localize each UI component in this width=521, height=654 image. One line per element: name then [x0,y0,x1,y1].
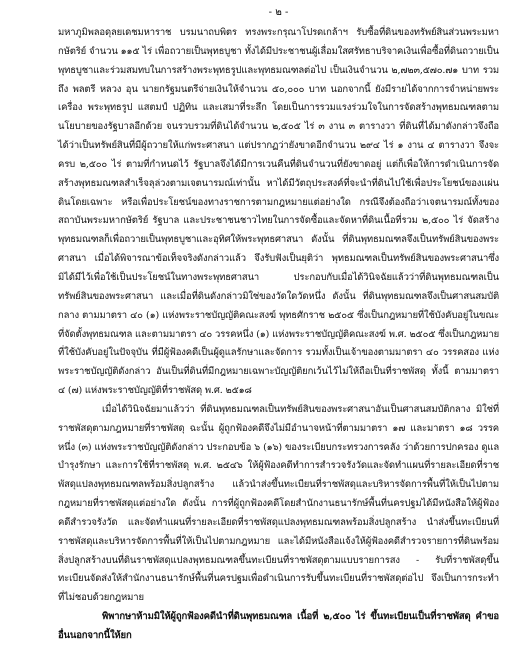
paragraph-verdict: พิพากษาห้ามมิให้ผู้ถูกฟ้องคดีนำที่ดินพุทธมณฑล เนื้อที่ ๒,๕๐๐ ไร่ ขึ้นทะเบียนเป็นที่ราชพัสดุ คำขออื่นนอกจากนี้ให้ยก [58,611,499,641]
document-body [58,24,499,646]
paragraph-facts: มหาภูมิพลอดุลยเดชมหาราช บรมนาถบพิตร ทรงพระกรุณาโปรดเกล้าฯ รับซื้อที่ดินของทรัพย์สินส่วนพระมหากษัตริย์ จำนวน ๑๑๕ ไร่ เพื่อถวายเป็นพุทธบูชา ทั้งได้มีประชาชนผู้เลื่อมใสศรัทธาบริจาคเงินเพื่อซื้อที่ดินถวายเป็นพุทธบูชาและร่วมสมทบในการสร้างพระพุทธรูปและพุทธมณฑลต่อไป เป็นเงินจำนวน ๒,๗๒๓,๕๗๐.๗๑ บาท รวมถึง พลตรี หลวง อุน นายกรัฐมนตรีจ่ายเงินให้จำนวน ๕๐,๐๐๐ บาท นอกจากนี้ ยังมีรายได้จากการจำหน่ายพระเครื่อง พระพุทธรูป แสตมป์ ปฏิทิน และเสมาที่ระลึก โดยเป็นการรวมแรงร่วมใจในการจัดสร้างพุทธมณฑลตามนโยบายของรัฐบาลอีกด้วย จนรวบรวมที่ดินได้จำนวน ๒,๕๐๕ ไร่ ๓ งาน ๓ ตารางวา ที่ดินที่ได้มาดังกล่าวจึงถือได้ว่าเป็นทรัพย์สินที่มีผู้ถวายให้แก่พระศาสนา แต่ปรากฏว่ายังขาดอีกจำนวน ๒๙๔ ไร่ ๑ งาน ๔ ตารางวา จึงจะครบ ๒,๕๐๐ ไร่ ตามที่กำหนดไว้ รัฐบาลจึงได้มีการเวนคืนที่ดินจำนวนที่ยังขาดอยู่ แต่ก็เพื่อให้การดำเนินการจัดสร้างพุทธมณฑลสำเร็จลุล่วงตามเจตนารมณ์เท่านั้น หาได้มีวัตถุประสงค์ที่จะนำที่ดินไปใช้เพื่อประโยชน์ของแผ่นดินโดยเฉพาะ หรือเพื่อประโยชน์ของทางราชการตามกฎหมายแต่อย่างใด กรณีจึงต้องถือว่าเจตนารมณ์ทั้งของสถาบันพระมหากษัตริย์ รัฐบาล และประชาชนชาวไทยในการจัดซื้อและจัดหาที่ดินเนื้อที่รวม ๒,๕๐๐ ไร่ จัดสร้างพุทธมณฑลก็เพื่อถวายเป็นพุทธบูชาและอุทิศให้พระพุทธศาสนา ดังนั้น ที่ดินพุทธมณฑลจึงเป็นทรัพย์สินของพระศาสนา เมื่อได้พิจารณาข้อเท็จจริงดังกล่าวแล้ว จึงรับฟังเป็นยุติว่า พุทธมณฑลเป็นทรัพย์สินของพระศาสนาซึ่งมิได้มีไว้เพื่อใช้เป็นประโยชน์ในทางพระพุทธศาสนา ประกอบกับเมื่อได้วินิจฉัยแล้วว่าที่ดินพุทธมณฑลเป็นทรัพย์สินของพระศาสนา และเมื่อที่ดินดังกล่าวมิใช่ของวัดใดวัดหนึ่ง ดังนั้น ที่ดินพุทธมณฑลจึงเป็นศาสนสมบัติกลาง ตามมาตรา ๔๐ (๑) แห่งพระราชบัญญัติคณะสงฆ์ พุทธศักราช ๒๕๐๕ ซึ่งเป็นกฎหมายที่ใช้บังคับอยู่ในขณะที่จัดตั้งพุทธมณฑล และตามมาตรา ๔๐ วรรคหนึ่ง (๑) แห่งพระราชบัญญัติคณะสงฆ์ พ.ศ. ๒๕๐๕ ซึ่งเป็นกฎหมายที่ใช้บังคับอยู่ในปัจจุบัน ที่มีผู้ฟ้องคดีเป็นผู้ดูแลรักษาและจัดการ รวมทั้งเป็นเจ้าของตามมาตรา ๔๐ วรรคสอง แห่งพระราชบัญญัติดังกล่าว อันเป็นที่ดินที่มีกฎหมายเฉพาะบัญญัติยกเว้นไว้ไม่ให้ถือเป็นที่ราชพัสดุ ทั้งนี้ ตามมาตรา ๔ (๗) แห่งพระราชบัญญัติที่ราชพัสดุ พ.ศ. ๒๕๑๘ [58,27,499,397]
paragraph-reasoning: เมื่อได้วินิจฉัยมาแล้วว่า ที่ดินพุทธมณฑลเป็นทรัพย์สินของพระศาสนาอันเป็นศาสนสมบัติกลาง มิใช่ที่ราชพัสดุตามกฎหมายที่ราชพัสดุ ฉะนั้น ผู้ถูกฟ้องคดีจึงไม่มีอำนาจหน้าที่ตามมาตรา ๑๗ และมาตรา ๑๘ วรรคหนึ่ง (๓) แห่งพระราชบัญญัติดังกล่าว ประกอบข้อ ๖ (๑๖) ของระเบียบกระทรวงการคลัง ว่าด้วยการปกครอง ดูแล บำรุงรักษา และการใช้ที่ราชพัสดุ พ.ศ. ๒๕๔๖ ให้ผู้ฟ้องคดีทำการสำรวจรังวัดและจัดทำแผนที่รายละเอียดที่ราชพัสดุแปลงพุทธมณฑลพร้อมสิ่งปลูกสร้าง แล้วนำส่งขึ้นทะเบียนที่ราชพัสดุและบริหารจัดการพื้นที่ให้เป็นไปตามกฎหมายที่ราชพัสดุแต่อย่างใด ดังนั้น การที่ผู้ถูกฟ้องคดีโดยสำนักงานธนารักษ์พื้นที่นครปฐมได้มีหนังสือให้ผู้ฟ้องคดีสำรวจรังวัด และจัดทำแผนที่รายละเอียดที่ราชพัสดุแปลงพุทธมณฑลพร้อมสิ่งปลูกสร้าง นำส่งขึ้นทะเบียนที่ราชพัสดุและบริหารจัดการพื้นที่ให้เป็นไปตามกฎหมาย และได้มีหนังสือแจ้งให้ผู้ฟ้องคดีสำรวจรายการที่ดินพร้อมสิ่งปลูกสร้างบนที่ดินราชพัสดุแปลงพุทธมณฑลขึ้นทะเบียนที่ราชพัสดุตามแบบรายการสง - รับที่ราชพัสดุขึ้นทะเบียนจัดส่งให้สำนักงานธนารักษ์พื้นที่นครปฐมเพื่อดำเนินการรับขึ้นทะเบียนที่ราชพัสดุต่อไป จึงเป็นการกระทำที่ไม่ชอบด้วยกฎหมาย [58,403,499,604]
page-number: - ๒ - [268,7,289,18]
